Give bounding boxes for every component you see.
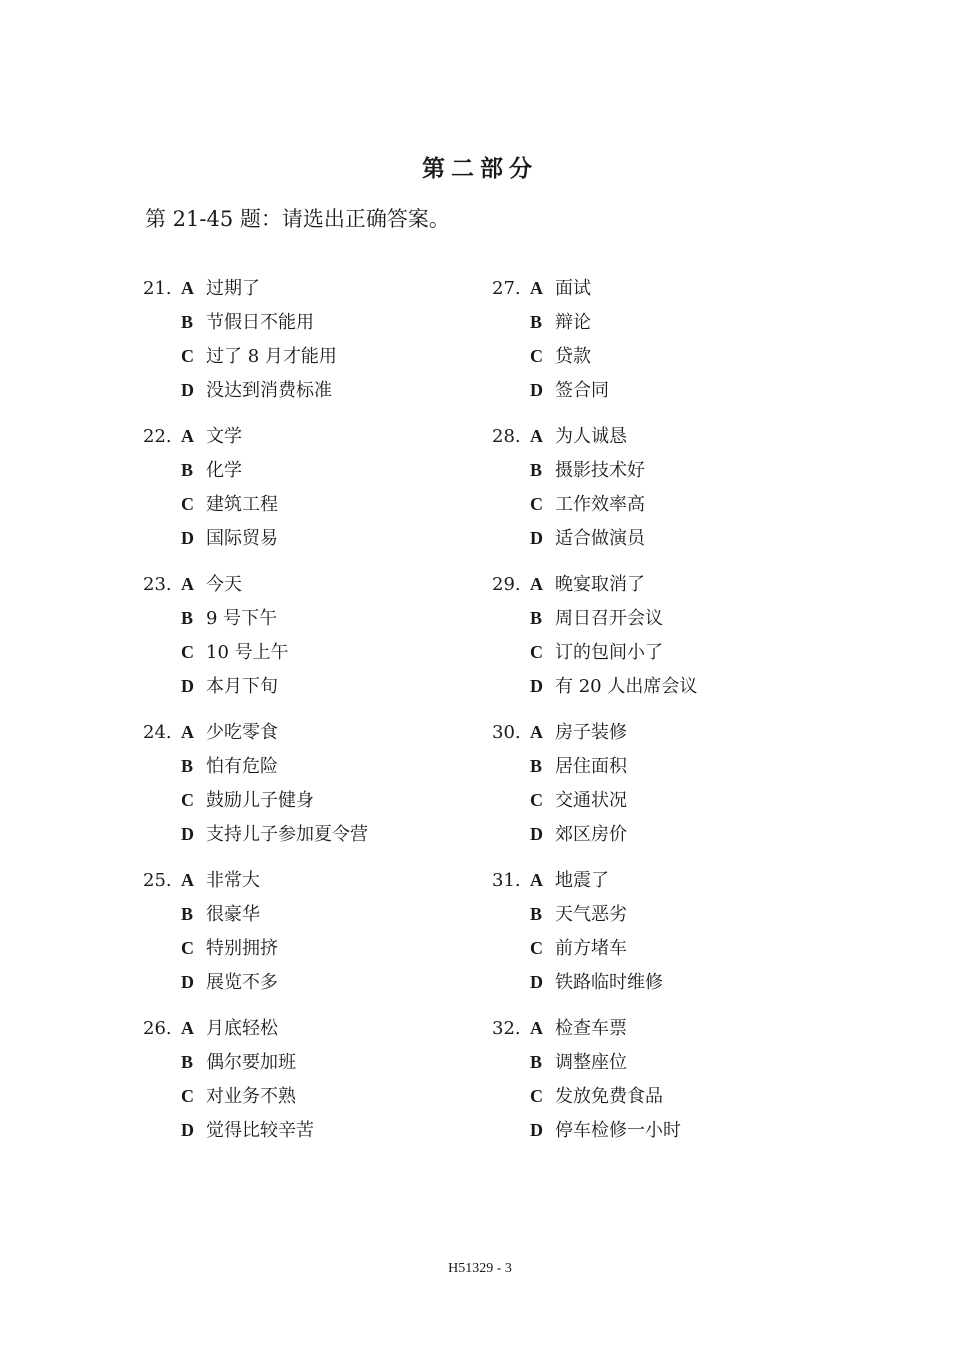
answer-option — [492, 1113, 681, 1147]
answer-option — [143, 817, 368, 851]
question-28 — [492, 419, 645, 555]
option-letter: D — [181, 1120, 194, 1140]
option-letter: A — [181, 426, 194, 446]
question-number: 25. — [143, 870, 172, 891]
option-text: 工作效率高 — [555, 494, 645, 515]
option-text: 鼓励儿子健身 — [206, 790, 314, 811]
option-letter: C — [530, 346, 543, 366]
question-number: 31. — [492, 870, 521, 891]
question-23 — [143, 567, 289, 703]
option-text: 节假日不能用 — [206, 312, 314, 333]
option-letter: D — [530, 528, 543, 548]
option-letter: B — [530, 608, 543, 628]
answer-option — [143, 931, 278, 965]
answer-option — [492, 271, 609, 305]
option-text: 很豪华 — [206, 904, 260, 925]
answer-option — [143, 271, 337, 305]
option-text: 文学 — [206, 426, 242, 447]
option-letter: B — [181, 756, 194, 776]
answer-option — [492, 339, 609, 373]
option-letter: D — [530, 380, 543, 400]
answer-option — [143, 783, 368, 817]
answer-option — [143, 373, 337, 407]
option-text: 为人诚恳 — [555, 426, 627, 447]
option-text: 建筑工程 — [206, 494, 278, 515]
option-letter: B — [181, 1052, 194, 1072]
option-letter: C — [530, 642, 543, 662]
question-32 — [492, 1011, 681, 1147]
option-letter: D — [530, 676, 543, 696]
option-letter: C — [181, 790, 194, 810]
answer-option — [492, 715, 627, 749]
question-number: 24. — [143, 722, 172, 743]
option-text: 居住面积 — [555, 756, 627, 777]
option-text: 周日召开会议 — [555, 608, 663, 629]
question-31 — [492, 863, 663, 999]
option-letter: D — [530, 1120, 543, 1140]
answer-option — [143, 897, 278, 931]
question-number: 26. — [143, 1018, 172, 1039]
question-24 — [143, 715, 368, 851]
answer-option — [492, 419, 645, 453]
option-letter: D — [181, 824, 194, 844]
option-letter: D — [181, 972, 194, 992]
option-text: 天气恶劣 — [555, 904, 627, 925]
option-text: 有 20 人出席会议 — [555, 676, 698, 697]
option-letter: C — [181, 494, 194, 514]
option-letter: A — [530, 870, 543, 890]
option-text: 前方堵车 — [555, 938, 627, 959]
option-text: 贷款 — [555, 346, 591, 367]
option-text: 怕有危险 — [206, 756, 278, 777]
option-text: 没达到消费标准 — [206, 380, 332, 401]
option-text: 检查车票 — [555, 1018, 627, 1039]
question-number: 30. — [492, 722, 521, 743]
option-letter: C — [530, 938, 543, 958]
option-letter: A — [530, 426, 543, 446]
answer-option — [143, 453, 278, 487]
option-letter: C — [530, 790, 543, 810]
answer-option — [143, 1011, 314, 1045]
option-letter: D — [530, 972, 543, 992]
instructions: 第 21-45 题：请选出正确答案。 — [145, 207, 450, 231]
question-number: 21. — [143, 278, 172, 299]
section-title: 第二部分 — [422, 155, 538, 182]
option-letter: B — [181, 312, 194, 332]
option-letter: B — [530, 312, 543, 332]
option-text: 适合做演员 — [555, 528, 645, 549]
option-letter: B — [530, 904, 543, 924]
answer-option — [143, 1045, 314, 1079]
option-letter: C — [530, 1086, 543, 1106]
question-number: 32. — [492, 1018, 521, 1039]
answer-option — [492, 669, 697, 703]
option-text: 晚宴取消了 — [555, 574, 645, 595]
option-letter: B — [530, 756, 543, 776]
option-text: 支持儿子参加夏令营 — [206, 824, 368, 845]
answer-option — [492, 931, 663, 965]
page-footer: H51329 - 3 — [448, 1261, 512, 1276]
answer-option — [143, 339, 337, 373]
answer-option — [492, 817, 627, 851]
question-number: 28. — [492, 426, 521, 447]
answer-option — [143, 715, 368, 749]
answer-option — [492, 783, 627, 817]
answer-option — [143, 521, 278, 555]
answer-option — [143, 1113, 314, 1147]
answer-option — [492, 521, 645, 555]
answer-option — [143, 487, 278, 521]
option-text: 过了 8 月才能用 — [206, 346, 337, 367]
option-letter: D — [181, 380, 194, 400]
option-text: 交通状况 — [555, 790, 627, 811]
option-letter: A — [181, 722, 194, 742]
question-number: 22. — [143, 426, 172, 447]
option-text: 展览不多 — [206, 972, 278, 993]
option-letter: A — [181, 574, 194, 594]
option-letter: C — [181, 1086, 194, 1106]
option-letter: A — [530, 722, 543, 742]
option-text: 调整座位 — [555, 1052, 627, 1073]
option-text: 少吃零食 — [206, 722, 278, 743]
answer-option — [492, 1079, 681, 1113]
option-letter: D — [530, 824, 543, 844]
option-text: 铁路临时维修 — [555, 972, 663, 993]
answer-option — [143, 669, 289, 703]
option-text: 觉得比较辛苦 — [206, 1120, 314, 1141]
option-text: 本月下旬 — [206, 676, 278, 697]
answer-option — [143, 305, 337, 339]
option-text: 面试 — [555, 278, 591, 299]
option-text: 化学 — [206, 460, 242, 481]
answer-option — [492, 965, 663, 999]
answer-option — [492, 567, 697, 601]
option-text: 10 号上午 — [206, 642, 289, 663]
option-letter: A — [530, 278, 543, 298]
option-letter: B — [530, 1052, 543, 1072]
option-text: 月底轻松 — [206, 1018, 278, 1039]
option-letter: D — [181, 676, 194, 696]
answer-option — [492, 635, 697, 669]
question-number: 29. — [492, 574, 521, 595]
option-text: 摄影技术好 — [555, 460, 645, 481]
answer-option — [143, 1079, 314, 1113]
question-21 — [143, 271, 337, 407]
answer-option — [492, 453, 645, 487]
answer-option — [143, 601, 289, 635]
question-27 — [492, 271, 609, 407]
option-letter: D — [181, 528, 194, 548]
question-22 — [143, 419, 278, 555]
option-letter: C — [530, 494, 543, 514]
question-number: 27. — [492, 278, 521, 299]
answer-option — [492, 863, 663, 897]
option-text: 非常大 — [206, 870, 260, 891]
answer-option — [492, 749, 627, 783]
option-letter: A — [181, 278, 194, 298]
option-letter: B — [181, 460, 194, 480]
question-26 — [143, 1011, 314, 1147]
option-letter: A — [181, 870, 194, 890]
option-text: 签合同 — [555, 380, 609, 401]
answer-option — [143, 567, 289, 601]
answer-option — [143, 863, 278, 897]
answer-option — [143, 635, 289, 669]
answer-option — [143, 749, 368, 783]
option-letter: A — [181, 1018, 194, 1038]
option-text: 国际贸易 — [206, 528, 278, 549]
question-25 — [143, 863, 278, 999]
answer-option — [143, 419, 278, 453]
option-text: 发放免费食品 — [555, 1086, 663, 1107]
answer-option — [492, 487, 645, 521]
answer-option — [492, 897, 663, 931]
answer-option — [492, 373, 609, 407]
answer-option — [492, 305, 609, 339]
option-text: 辩论 — [555, 312, 591, 333]
option-letter: B — [181, 904, 194, 924]
option-letter: A — [530, 1018, 543, 1038]
option-text: 郊区房价 — [555, 824, 627, 845]
option-letter: C — [181, 346, 194, 366]
answer-option — [492, 601, 697, 635]
answer-option — [492, 1045, 681, 1079]
option-text: 特别拥挤 — [206, 938, 278, 959]
option-letter: B — [530, 460, 543, 480]
question-29 — [492, 567, 697, 703]
option-letter: C — [181, 938, 194, 958]
option-letter: A — [530, 574, 543, 594]
option-text: 9 号下午 — [206, 608, 278, 629]
option-text: 房子装修 — [555, 722, 627, 743]
question-30 — [492, 715, 627, 851]
answer-option — [492, 1011, 681, 1045]
question-number: 23. — [143, 574, 172, 595]
option-text: 对业务不熟 — [206, 1086, 296, 1107]
option-text: 偶尔要加班 — [206, 1052, 296, 1073]
answer-option — [143, 965, 278, 999]
option-text: 今天 — [206, 574, 242, 595]
option-text: 地震了 — [555, 870, 609, 891]
option-letter: B — [181, 608, 194, 628]
option-letter: C — [181, 642, 194, 662]
option-text: 停车检修一小时 — [555, 1120, 681, 1141]
option-text: 订的包间小了 — [555, 642, 663, 663]
option-text: 过期了 — [206, 278, 260, 299]
